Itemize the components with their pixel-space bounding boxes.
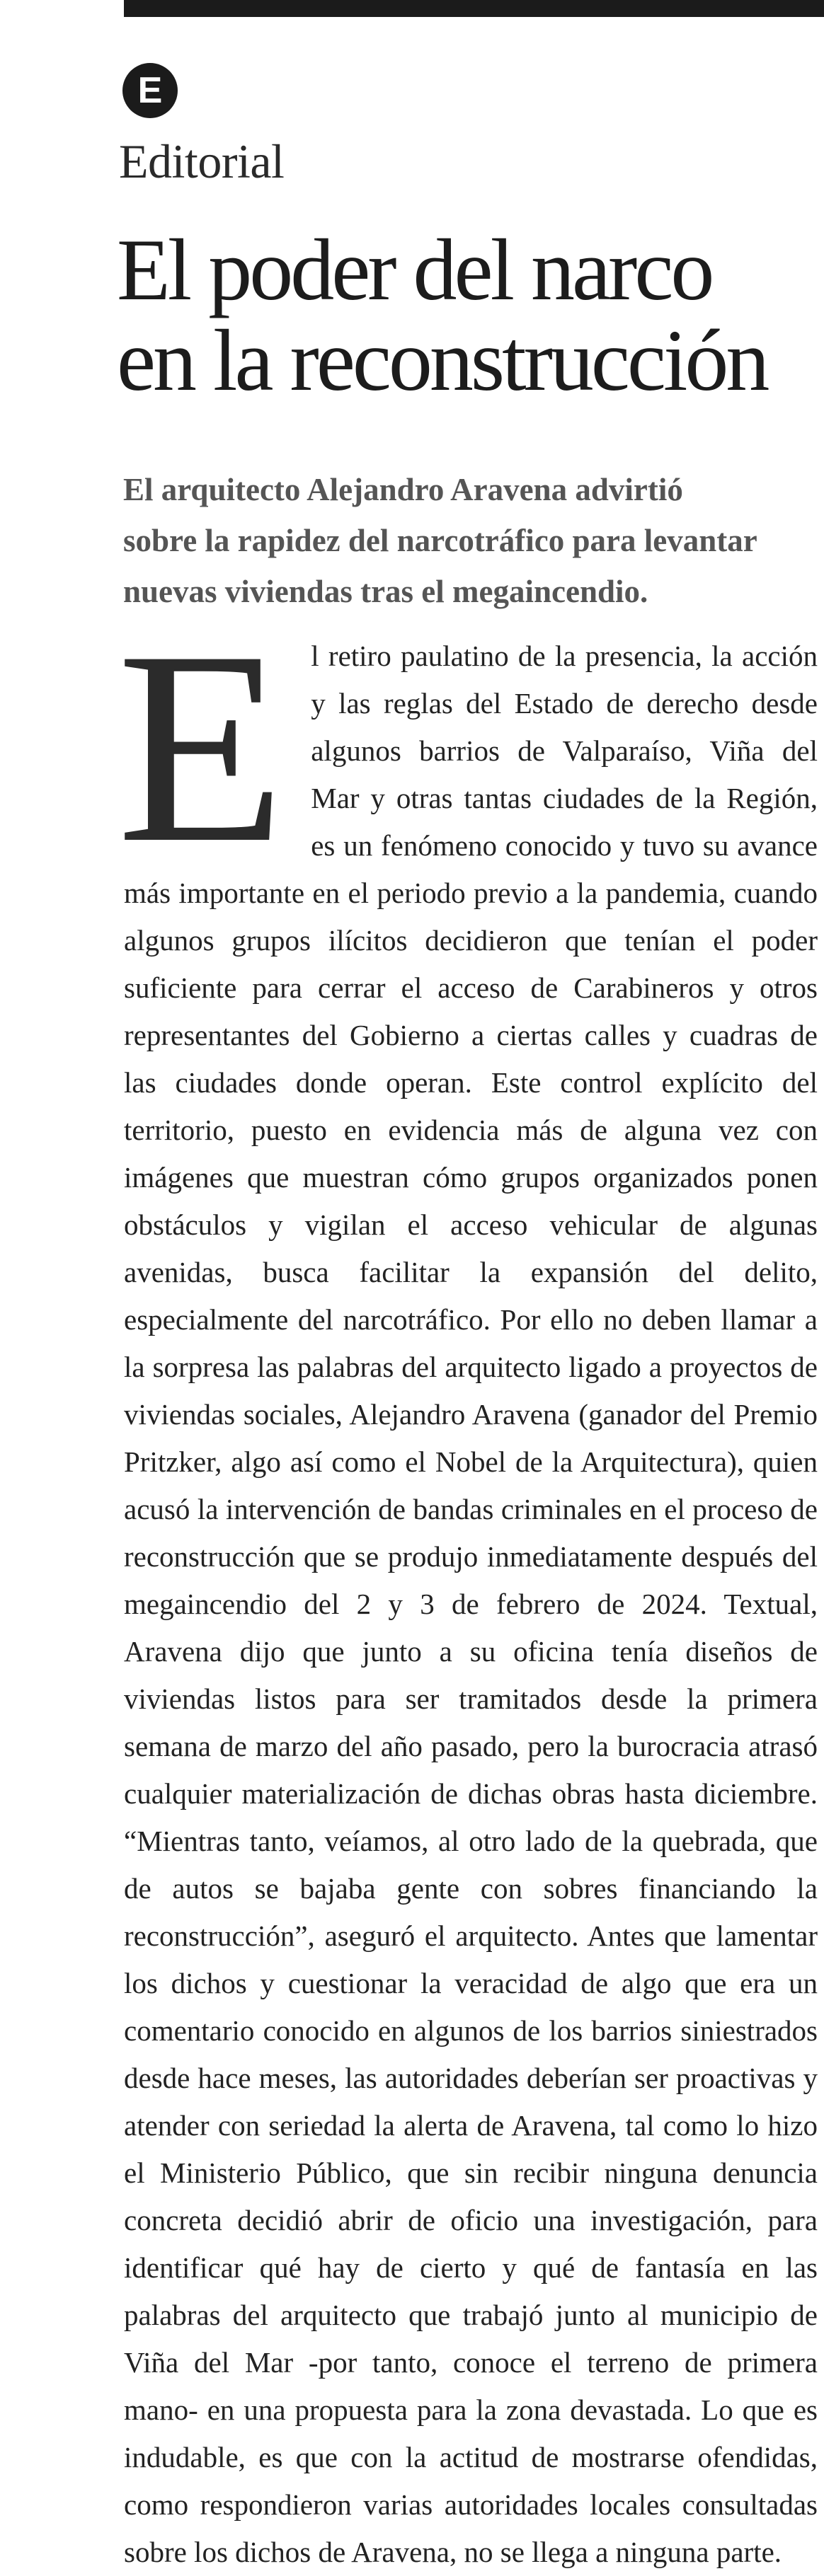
top-rule [124, 0, 824, 17]
headline [117, 221, 821, 409]
subheadline-line: sobre la rapidez del narcotráfico para levantar [123, 523, 757, 558]
article-text: l retiro paulatino de la presencia, la acción y las reglas del Estado de derecho desde algunos barrios de Valparaíso, Viña del Mar y otras tantas ciudades de la Región, es un fenómeno conocido y tuvo su avance más importante en el periodo previo a la pandemia, cuando algunos grupos ilícitos decidieron que tenían el poder suficiente para cerrar el acceso de Carabineros y otros representantes del Gobierno a ciertas calles y cuadras de las ciudades donde operan. Este control explícito del territorio, puesto en evidencia más de alguna vez con imágenes que muestran cómo grupos organizados ponen obstáculos y vigilan el acceso vehicular de algunas avenidas, busca facilitar la expansión del delito, especialmente del narcotráfico. Por ello no deben llamar a la sorpresa las palabras del arquitecto ligado a proyectos de viviendas sociales, Alejandro Aravena (ganador del Premio Pritzker, algo así como el Nobel de la Arquitectura), quien acusó la intervención de bandas criminales en el proceso de reconstrucción que se produjo inmediatamente después del megaincendio del 2 y 3 de febrero de 2024. Textual, Aravena dijo que junto a su oficina tenía diseños de viviendas listos para ser tramitados desde la primera semana de marzo del año pasado, pero la burocracia atrasó cualquier materialización de dichas obras hasta diciembre. “Mientras tanto, veíamos, al otro lado de la quebrada, que de autos se bajaba gente con sobres financiando la reconstrucción”, aseguró el arquitecto. Antes que lamentar los dichos y cuestionar la veracidad de algo que era un comentario conocido en algunos de los barrios siniestrados desde hace meses, las autoridades deberían ser proactivas y atender con seriedad la alerta de Aravena, tal como lo hizo el Ministerio Público, que sin recibir ninguna denuncia concreta decidió abrir de oficio una investigación, para identificar qué hay de cierto y qué de fantasía en las palabras del arquitecto que trabajó junto al municipio de Viña del Mar -por tanto, conoce el terreno de primera mano- en una propuesta para la zona devastada. Lo que es indudable, es que con la actitud de mostrarse ofendidas, como respondieron varias autoridades locales consultadas sobre los dichos de Aravena, no se llega a ninguna parte. [124, 640, 818, 2568]
subheadline-line: El arquitecto Alejandro Aravena advirtió [123, 472, 683, 507]
headline-line: en la reconstrucción [117, 312, 767, 409]
section-badge-icon: E [122, 63, 178, 118]
headline-line: El poder del narco [117, 221, 712, 318]
section-label: Editorial [119, 134, 285, 188]
subheadline-line: nuevas viviendas tras el megaincendio. [123, 574, 648, 609]
drop-cap: E [117, 594, 286, 900]
article-body [117, 594, 818, 2576]
